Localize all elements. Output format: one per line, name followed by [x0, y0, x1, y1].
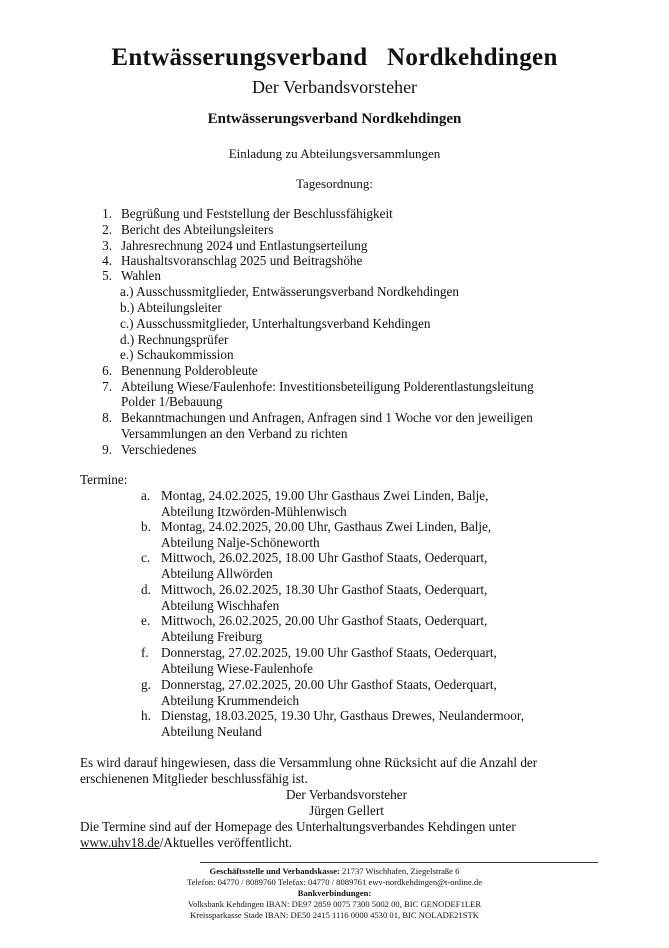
footer-contact: Telefon: 04770 / 8089760 Telefax: 04770 / 8089761 ewv-nordkehdingen@t-online.de [186, 877, 483, 887]
notice-line: erschienenen Mitglieder beschlussfähig ist. [80, 771, 308, 786]
signature-role: Der Verbandsvorsteher [286, 787, 407, 802]
document-heading: Entwässerungsverband Nordkehdingen [207, 111, 462, 127]
agenda-item-continuation: Versammlungen an den Verband zu richten [121, 426, 348, 441]
homepage-link[interactable]: www.uhv18.de [80, 835, 160, 850]
footer-address-label: Geschäftsstelle und Verbandskasse: [209, 866, 340, 876]
wahlen-subitem: a.) Ausschussmitglieder, Entwässerungsverband Nordkehdingen [120, 284, 459, 299]
footer-bank-2: Kreissparkasse Stade IBAN: DE50 2415 1116 0000 4530 01, BIC NOLADE21STK [190, 910, 479, 920]
invitation-subtitle: Einladung zu Abteilungsversammlungen [228, 146, 441, 161]
wahlen-subitem: b.) Abteilungsleiter [120, 300, 222, 315]
notice-line: Es wird darauf hingewiesen, dass die Versammlung ohne Rücksicht auf die Anzahl der [80, 755, 538, 770]
agenda-title: Tagesordnung: [295, 176, 374, 191]
homepage-link-line [80, 835, 292, 851]
termine-label: Termine: [80, 472, 128, 487]
agenda-item-continuation: Polder 1/Bebauung [121, 394, 223, 409]
footer-address [0, 866, 669, 876]
letterhead-role: Der Verbandsvorsteher [251, 77, 418, 97]
footer-bank-1: Volksbank Kehdingen IBAN: DE97 2859 0075 7300 5002 00, BIC GENODEF1LER [187, 899, 482, 909]
footer-divider [200, 862, 598, 863]
signature-name: Jürgen Gellert [309, 803, 384, 818]
footer-bank-label: Bankverbindungen: [297, 888, 372, 898]
wahlen-subitem: e.) Schaukommission [120, 347, 234, 362]
organization-title: Entwässerungsverband Nordkehdingen [111, 44, 558, 71]
wahlen-subitem: d.) Rechnungsprüfer [120, 332, 229, 347]
wahlen-subitem: c.) Ausschussmitglieder, Unterhaltungsverband Kehdingen [120, 316, 431, 331]
homepage-link-suffix: /Aktuelles veröffentlicht. [159, 835, 293, 850]
footer-address-text: 21737 Wischhafen, Ziegelstraße 6 [339, 866, 460, 876]
homepage-line: Die Termine sind auf der Homepage des Unterhaltungsverbandes Kehdingen unter [80, 819, 516, 834]
